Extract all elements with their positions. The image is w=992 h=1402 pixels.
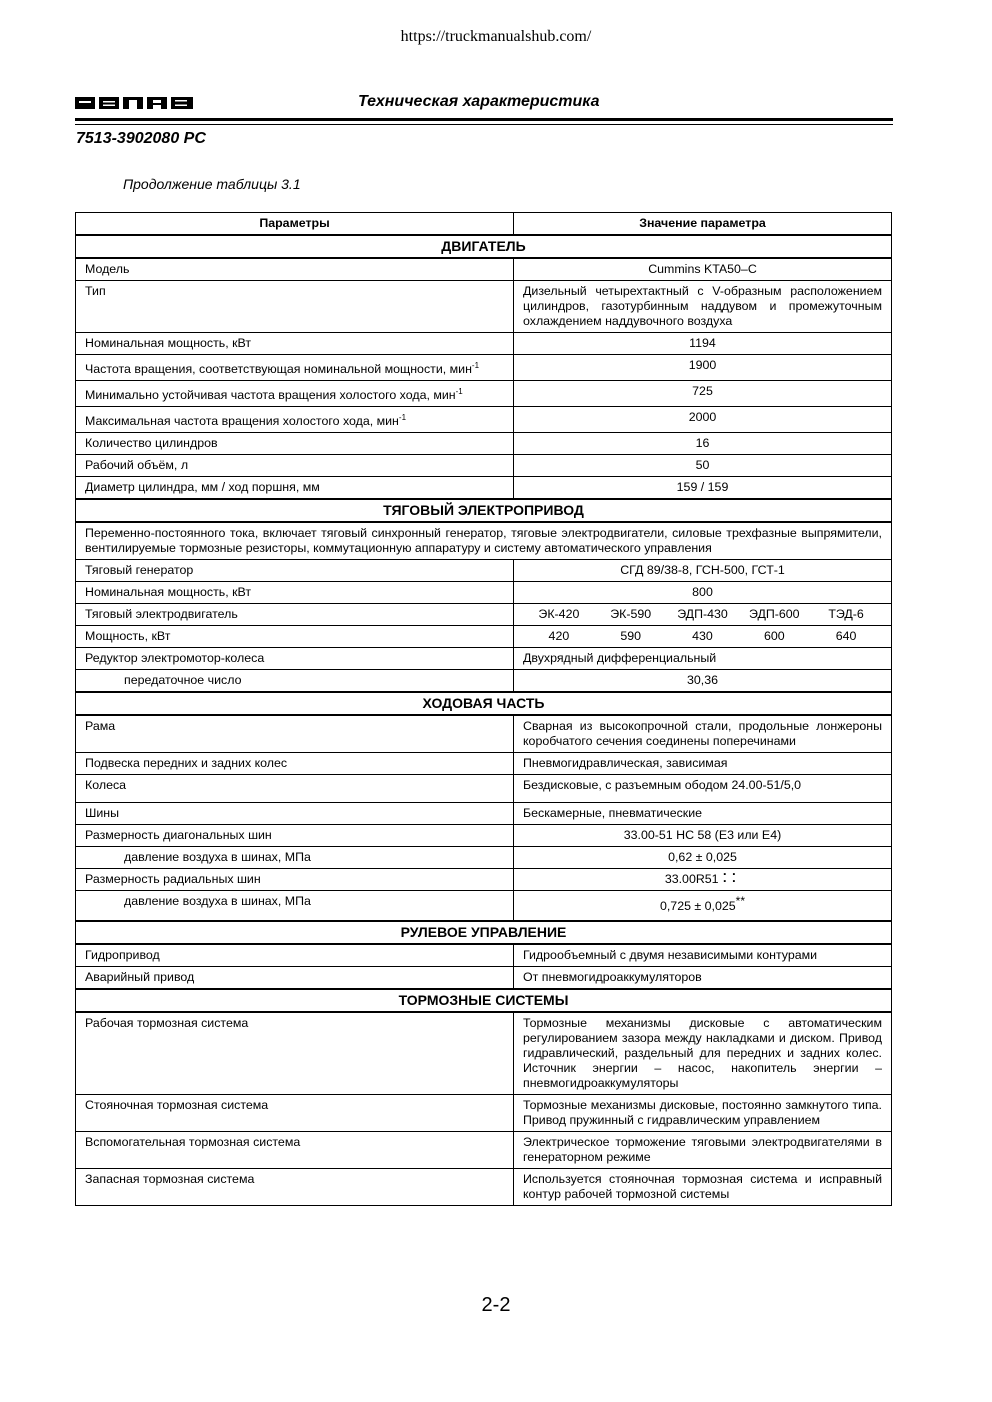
param-label: Гидропривод — [76, 944, 514, 967]
param-label: давление воздуха в шинах, МПа — [76, 847, 514, 869]
param-label: Аварийный привод — [76, 966, 514, 989]
table-row — [76, 582, 892, 604]
param-label: Стояночная тормозная система — [76, 1094, 514, 1131]
param-label: Номинальная мощность, кВт — [76, 333, 514, 355]
param-label — [76, 355, 514, 381]
param-value: Тормозные механизмы дисковые, постоянно замкнутого типа. Привод пружинный с гидравлическим управлением — [514, 1094, 892, 1131]
param-label: давление воздуха в шинах, МПа — [76, 891, 514, 921]
motor-model: ЭК-590 — [610, 607, 652, 622]
section-chassis — [76, 692, 892, 715]
table-row — [76, 407, 892, 433]
param-value: 50 — [514, 455, 892, 477]
table-row — [76, 1094, 892, 1131]
param-value: 30,36 — [514, 670, 892, 693]
param-value — [514, 626, 892, 648]
section-steering — [76, 921, 892, 944]
param-label-text: Минимально устойчивая частота вращения холостого хода, мин — [85, 388, 456, 403]
table-row — [76, 966, 892, 989]
param-value: 800 — [514, 582, 892, 604]
motor-power: 590 — [620, 629, 642, 644]
motor-power: 640 — [835, 629, 857, 644]
table-row — [76, 477, 892, 500]
table-row — [76, 560, 892, 582]
param-label — [76, 407, 514, 433]
param-label: Тип — [76, 281, 514, 333]
param-value: Используется стояночная тормозная система и исправный контур рабочей тормозной системы — [514, 1168, 892, 1205]
param-label: Модель — [76, 258, 514, 281]
param-label-text: Максимальная частота вращения холостого хода, мин — [85, 414, 399, 429]
table-row — [76, 670, 892, 693]
param-value: СГД 89/38-8, ГСН-500, ГСТ-1 — [514, 560, 892, 582]
section-engine — [76, 235, 892, 258]
motor-model: ЭДП-600 — [748, 607, 800, 622]
param-value: Бездисковые, с разъемным ободом 24.00-51/5,0 — [514, 775, 892, 803]
drive-description: Переменно-постоянного тока, включает тяговый синхронный генератор, тяговые электродвигатели, силовые трехфазные выпрямители, вентилируемые тормозные резисторы, коммутационную аппаратуру и систему автоматического управления — [76, 522, 892, 560]
param-value: 1194 — [514, 333, 892, 355]
table-row — [76, 715, 892, 753]
header-rule-thick — [75, 118, 893, 121]
motor-model: ЭК-420 — [538, 607, 580, 622]
param-label: Колеса — [76, 775, 514, 803]
superscript: -1 — [471, 361, 480, 370]
superscript: -1 — [455, 387, 463, 397]
param-value: 2000 — [514, 407, 892, 433]
table-row — [76, 258, 892, 281]
param-label: передаточное число — [76, 670, 514, 693]
spec-table — [75, 212, 892, 1206]
param-label: Размерность радиальных шин — [76, 869, 514, 891]
section-heading: ХОДОВАЯ ЧАСТЬ — [76, 692, 892, 715]
param-label-text: Частота вращения, соответствующая номинальной мощности, мин — [85, 362, 472, 377]
table-row — [76, 1168, 892, 1205]
column-header-value: Значение параметра — [514, 213, 892, 236]
table-row — [76, 648, 892, 670]
param-label: Рама — [76, 715, 514, 753]
table-row — [76, 355, 892, 381]
page-number: 2-2 — [481, 1294, 511, 1316]
param-label: Мощность, кВт — [76, 626, 514, 648]
motor-power: 430 — [692, 629, 713, 644]
param-label: Редуктор электромотор-колеса — [76, 648, 514, 670]
motor-model: ТЭД-6 — [828, 607, 864, 622]
source-url[interactable]: https://truckmanualshub.com/ — [400, 28, 592, 45]
param-value: 0,62 ± 0,025 — [514, 847, 892, 869]
param-label: Диаметр цилиндра, мм / ход поршня, мм — [76, 477, 514, 500]
document-title: Техническая характеристика — [358, 93, 600, 110]
table-row — [76, 891, 892, 921]
table-row — [76, 1012, 892, 1095]
param-label: Шины — [76, 803, 514, 825]
param-value — [514, 604, 892, 626]
param-label: Запасная тормозная система — [76, 1168, 514, 1205]
table-row — [76, 869, 892, 891]
param-value: 33.00R51 ⠅⠅ — [514, 869, 892, 891]
column-header-params: Параметры — [76, 213, 514, 236]
param-label: Вспомогательная тормозная система — [76, 1131, 514, 1168]
table-row — [76, 381, 892, 407]
table-row — [76, 847, 892, 869]
param-value: Пневмогидравлическая, зависимая — [514, 753, 892, 775]
param-value: От пневмогидроаккумуляторов — [514, 966, 892, 989]
param-label — [76, 381, 514, 407]
param-label: Количество цилиндров — [76, 433, 514, 455]
section-heading: ТОРМОЗНЫЕ СИСТЕМЫ — [76, 989, 892, 1012]
section-heading: ДВИГАТЕЛЬ — [76, 235, 892, 258]
param-value: Двухрядный дифференциальный — [514, 648, 892, 670]
table-row — [76, 944, 892, 967]
table-row — [76, 522, 892, 560]
table-row — [76, 825, 892, 847]
param-value: 16 — [514, 433, 892, 455]
param-value: Дизельный четырехтактный с V-образным расположением цилиндров, газотурбинным наддувом и промежуточным охлаждением наддувочного воздуха — [514, 281, 892, 333]
section-brakes — [76, 989, 892, 1012]
footnote-mark: ** — [735, 894, 746, 909]
table-row — [76, 803, 892, 825]
section-traction-drive — [76, 499, 892, 522]
param-value-text: 0,725 ± 0,025 — [659, 899, 736, 914]
table-row — [76, 455, 892, 477]
param-label: Тяговый генератор — [76, 560, 514, 582]
belaz-logo — [75, 96, 193, 110]
param-value: Бескамерные, пневматические — [514, 803, 892, 825]
param-label: Рабочая тормозная система — [76, 1012, 514, 1095]
header-rule-thin — [75, 124, 893, 125]
param-value: Cummins KTA50–C — [514, 258, 892, 281]
param-label: Подвеска передних и задних колес — [76, 753, 514, 775]
section-heading: ТЯГОВЫЙ ЭЛЕКТРОПРИВОД — [76, 499, 892, 522]
table-row — [76, 281, 892, 333]
param-label: Рабочий объём, л — [76, 455, 514, 477]
table-row — [76, 433, 892, 455]
section-heading: РУЛЕВОЕ УПРАВЛЕНИЕ — [76, 921, 892, 944]
param-label: Тяговый электродвигатель — [76, 604, 514, 626]
param-value: 1900 — [514, 355, 892, 381]
table-row — [76, 626, 892, 648]
param-label: Размерность диагональных шин — [76, 825, 514, 847]
param-value: Гидрообъемный с двумя независимыми контурами — [514, 944, 892, 967]
table-continuation-caption: Продолжение таблицы 3.1 — [123, 176, 301, 192]
param-value: Тормозные механизмы дисковые с автоматическим регулированием зазора между накладками и диском. Привод гидравлический, раздельный для передних и задних колес. Источник энергии – насос, накопитель энергии – пневмогидроаккумуляторы — [514, 1012, 892, 1095]
table-row — [76, 775, 892, 803]
motor-power: 600 — [763, 629, 785, 644]
param-label: Номинальная мощность, кВт — [76, 582, 514, 604]
param-value: 159 / 159 — [514, 477, 892, 500]
param-value — [514, 891, 892, 921]
table-row — [76, 753, 892, 775]
motor-model: ЭДП-430 — [677, 607, 728, 622]
table-header-row — [76, 213, 892, 236]
superscript: -1 — [398, 413, 407, 423]
param-value: 33.00-51 НС 58 (Е3 или Е4) — [514, 825, 892, 847]
table-row — [76, 333, 892, 355]
param-value: Сварная из высокопрочной стали, продольные лонжероны коробчатого сечения соединены поперечинами — [514, 715, 892, 753]
document-code: 7513-3902080 РС — [76, 130, 206, 147]
table-row — [76, 604, 892, 626]
motor-power: 420 — [548, 629, 570, 644]
param-value: 725 — [514, 381, 892, 407]
param-value: Электрическое торможение тяговыми электродвигателями в генераторном режиме — [514, 1131, 892, 1168]
table-row — [76, 1131, 892, 1168]
